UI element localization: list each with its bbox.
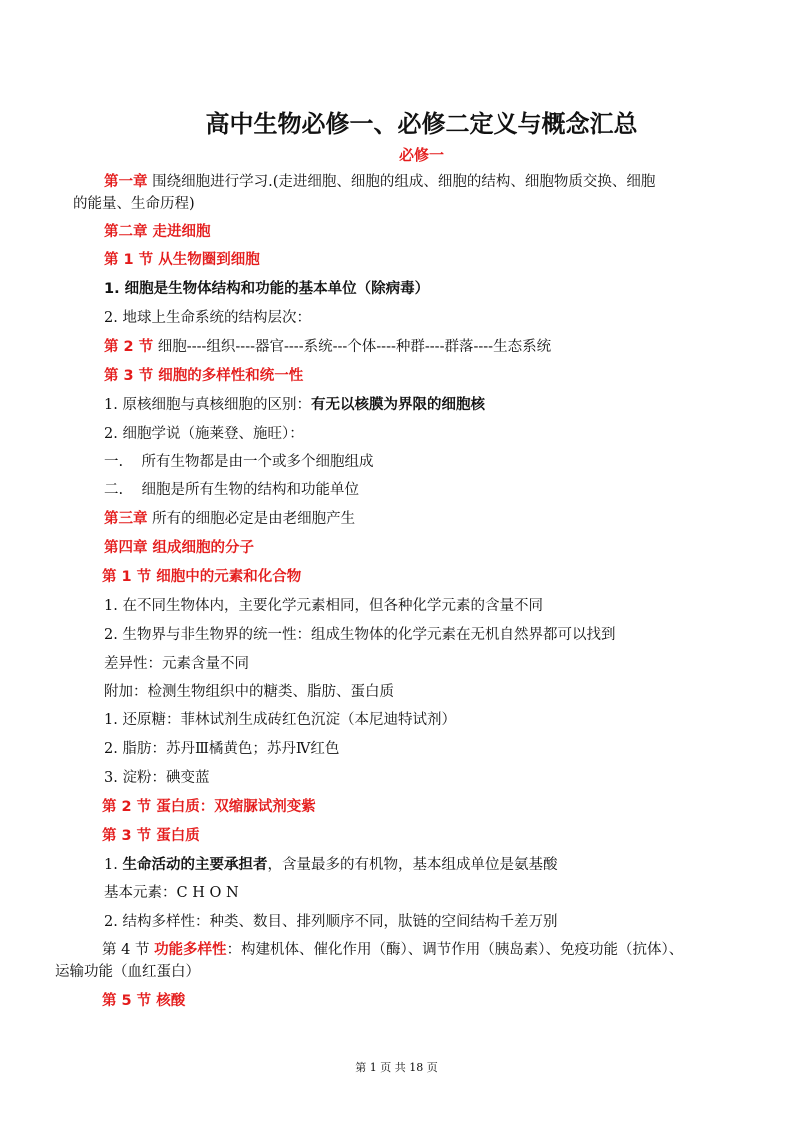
page-footer: 第 1 页 共 18 页: [355, 1061, 438, 1074]
c4s4-keyword: 功能多样性: [154, 942, 227, 958]
section-1-point-1: 1. 细胞是生物体结构和功能的基本单位（除病毒）: [104, 281, 430, 297]
chapter-4-heading: 第四章 组成细胞的分子: [104, 540, 255, 556]
c4s3-point-1-text: ，含量最多的有机物，基本组成单位是氨基酸: [267, 857, 558, 873]
c4s1-point-7: 3. 淀粉：碘变蓝: [104, 770, 210, 786]
chapter-4-section-3-heading: 第 3 节 蛋白质: [102, 828, 200, 844]
chapter-2-heading: 第二章 走进细胞: [104, 224, 211, 240]
section-1-heading: 第 1 节 从生物圈到细胞: [104, 252, 260, 268]
chapter-3-text: 所有的细胞必定是由老细胞产生: [147, 511, 356, 527]
c4s1-point-4: 附加：检测生物组织中的糖类、脂肪、蛋白质: [104, 684, 394, 700]
c4s3-point-3: 2. 结构多样性：种类、数目、排列顺序不同，肽链的空间结构千差万别: [104, 914, 558, 930]
section-3-point-1-bold: 有无以核膜为界限的细胞核: [310, 397, 485, 413]
c4s1-point-6: 2. 脂肪：苏丹Ⅲ橘黄色；苏丹Ⅳ红色: [104, 741, 340, 757]
c4s3-point-1-num: 1.: [104, 857, 123, 873]
page-subtitle: 必修一: [398, 146, 444, 164]
section-3-point-3: 一. 所有生物都是由一个或多个细胞组成: [104, 454, 374, 470]
chapter-4-section-4-line: [102, 940, 683, 960]
section-1-point-2: 2. 地球上生命系统的结构层次：: [104, 310, 311, 326]
section-2-text: 细胞----组织----器官----系统---个体----种群----群落----生态系统: [153, 339, 552, 355]
c4s3-point-2: 基本元素：C H O N: [104, 885, 239, 901]
page-title: 高中生物必修一、必修二定义与概念汇总: [205, 110, 638, 138]
chapter-4-section-2-heading: 第 2 节 蛋白质：双缩脲试剂变紫: [102, 799, 316, 815]
section-3-point-1-text: 1. 原核细胞与真核细胞的区别：: [104, 397, 311, 413]
section-2-line: [104, 337, 551, 357]
chapter-3-label: 第三章: [104, 511, 148, 527]
section-3-heading: 第 3 节 细胞的多样性和统一性: [104, 368, 304, 384]
chapter-4-section-1-heading: 第 1 节 细胞中的元素和化合物: [102, 569, 302, 585]
chapter-3-line: [104, 509, 355, 529]
c4s1-point-1: 1. 在不同生物体内，主要化学元素相同，但各种化学元素的含量不同: [104, 598, 543, 614]
c4s4-text: ：构建机体、催化作用（酶）、调节作用（胰岛素）、免疫功能（抗体）、: [226, 942, 684, 958]
c4s4-label: 第 4 节: [102, 942, 155, 958]
c4s1-point-2: 2. 生物界与非生物界的统一性：组成生物体的化学元素在无机自然界都可以找到: [104, 627, 616, 643]
section-3-point-4: 二. 细胞是所有生物的结构和功能单位: [104, 482, 360, 498]
c4s1-point-3: 差异性：元素含量不同: [104, 656, 249, 672]
chapter-1-label: 第一章: [104, 174, 148, 190]
c4s3-point-1-bold: 生命活动的主要承担者: [122, 857, 268, 873]
c4s3-point-1: [104, 855, 557, 875]
section-2-label: 第 2 节: [104, 339, 154, 355]
c4s4-text-cont: 运输功能（血红蛋白）: [55, 964, 200, 980]
chapter-1-line: [104, 172, 655, 192]
c4s1-point-5: 1. 还原糖：菲林试剂生成砖红色沉淀（本尼迪特试剂）: [104, 712, 456, 728]
section-3-point-1: [104, 395, 485, 415]
chapter-1-text-cont: 的能量、生命历程): [73, 196, 195, 212]
chapter-1-text: 围绕细胞进行学习.(走进细胞、细胞的组成、细胞的结构、细胞物质交换、细胞: [147, 174, 656, 190]
section-3-point-2: 2. 细胞学说（施莱登、施旺）：: [104, 426, 304, 442]
chapter-4-section-5-heading: 第 5 节 核酸: [102, 993, 186, 1009]
